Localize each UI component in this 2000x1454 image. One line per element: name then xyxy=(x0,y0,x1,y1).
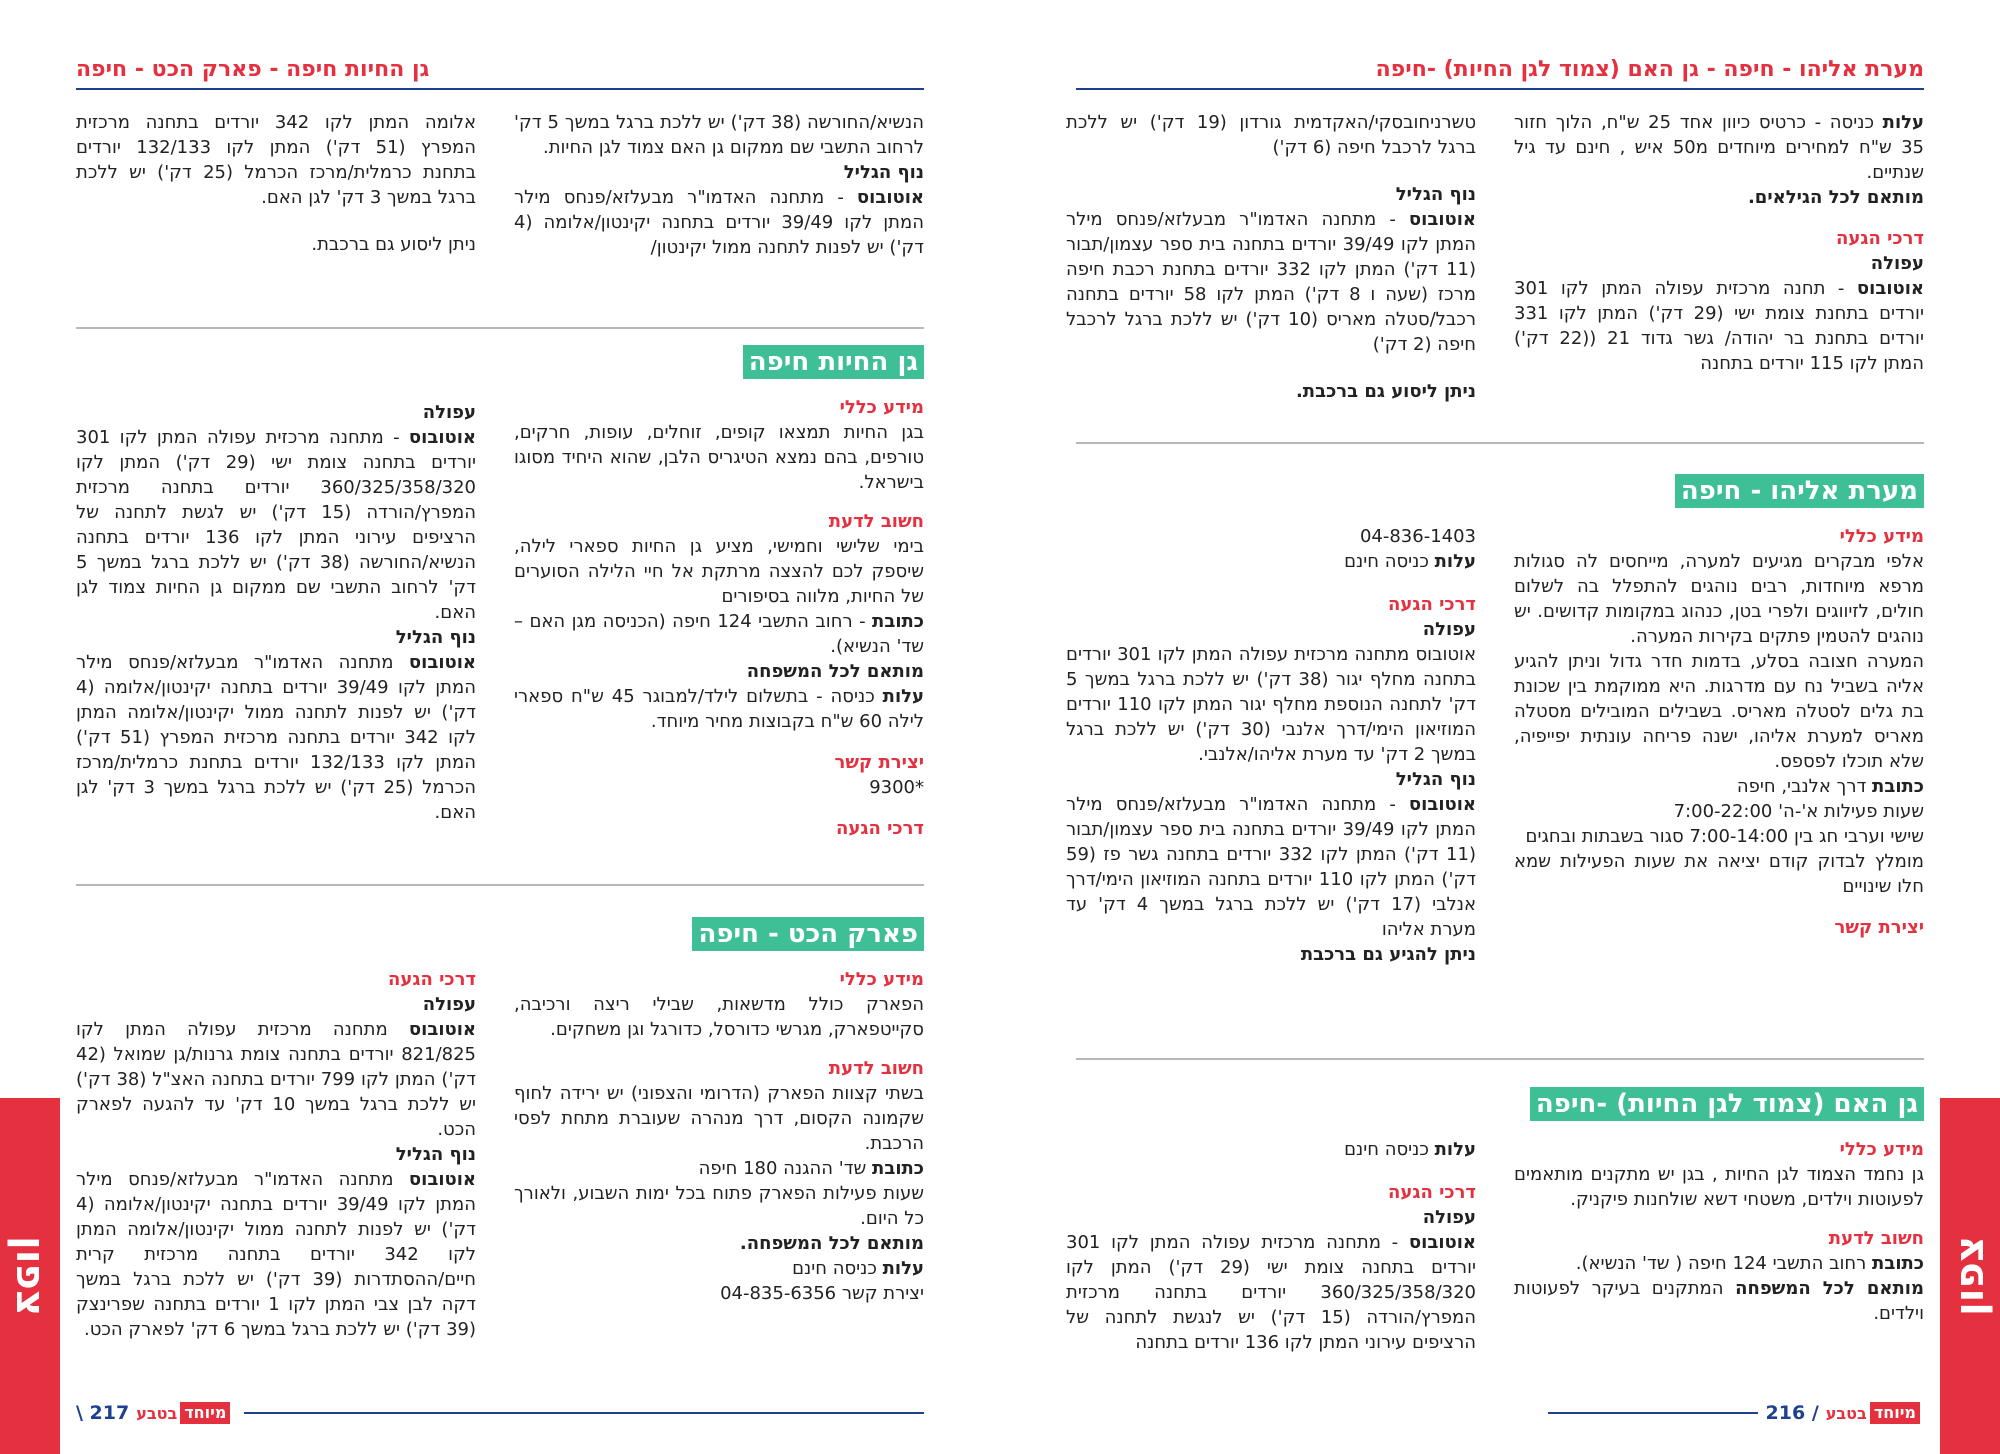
know-heading: חשוב לדעת xyxy=(828,511,924,532)
info-paragraph: הפארק כולל מדשאות, שבילי ריצה ורכיבה, סקייטפארק, מגרשי כדורסל, כדורגל וגן משחקים. xyxy=(514,994,924,1040)
address-line: כתובת שד' ההגנה 180 חיפה xyxy=(698,1158,924,1179)
logo-part-b: בטבע xyxy=(136,1403,178,1423)
contact-heading: יצירת קשר xyxy=(1834,917,1924,938)
know-paragraph: בימי שלישי וחמישי, מציע גן החיות ספארי לילה, שיספק לכם להצצה מרתקת אל חיי הלילה הסוערים של החיות, מלווה בסיפורים xyxy=(514,536,924,607)
publication-logo xyxy=(133,1401,230,1425)
directions-heading: דרכי הגעה xyxy=(1836,228,1924,249)
directions-sub-afula: עפולה xyxy=(1422,1207,1476,1228)
eliyahu-col-right xyxy=(1514,524,1924,940)
hours-line: שישי וערבי חג בין 7:00-14:00 סגור בשבתות ובחגים xyxy=(1525,826,1924,847)
directions-bus-galil: אוטובוס - מתחנה האדמו"ר מבעלזא/פנחס מילר המתן לקו 39/49 יורדים בתחנה בית ספר עצמון/תבור (11 דק') המתן לקו 332 יורדים בתחנת רכבת חיפה מרכז (שעה ו 8 דק') המתן לקו 58 יורדים בתחנה רכבל/סטלה מאריס (10 דק') יש ללכת ברגל לרכבל חיפה (2 דק') xyxy=(1066,209,1477,355)
side-tab-right: צפון xyxy=(1940,1098,2000,1454)
right-page xyxy=(1000,0,2000,1454)
directions-sub-galil: נוף הגליל xyxy=(1395,184,1476,205)
directions-continued: אלומה המתן לקו 342 יורדים בתחנה מרכזית המפרץ (51 דק') המתן לקו 132/133 יורדים בתחנת כרמלית/מרכז הכרמל (25 דק') יש ללכת ברגל במשך 3 דק' לגן האם. xyxy=(76,112,477,208)
directions-afula: אוטובוס מתחנה מרכזית עפולה המתן לקו 821/825 יורדים בתחנה צומת גרנות/גן שמואל (42 דק') המתן לקו 799 יורדים בתחנה האצ"ל (38 דק') יש ללכת ברגל במשך 10 דק' עד להגעה לפארק הכט. xyxy=(76,1019,476,1140)
info-paragraph: גן נחמד הצמוד לגן החיות , בגן יש מתקנים מותאמים לפעוטות וילדים, משטחי דשא שולחנות פיקניק. xyxy=(1514,1164,1924,1210)
address-line: כתובת - רחוב התשבי 124 חיפה (הכניסה מגן האם – שד' הנשיא). xyxy=(514,611,924,657)
directions-continued: הנשיא/החורשה (38 דק') יש ללכת ברגל במשך 5 דק' לרחוב התשבי שם ממקום גן האם צמוד לגן החיות. xyxy=(514,112,924,158)
running-head-left: גן החיות חיפה - פארק הכט - חיפה xyxy=(76,56,430,82)
address-line: כתובת דרך אלנבי, חיפה xyxy=(1736,776,1924,797)
logo-part-a: מיוחד xyxy=(1870,1402,1920,1424)
phone: 04-836-1403 xyxy=(1359,526,1476,547)
contact-heading: יצירת קשר xyxy=(834,752,924,773)
folio-rule xyxy=(244,1412,924,1414)
left-top-col-right xyxy=(514,110,924,260)
train-note: ניתן להגיע גם ברכבת xyxy=(1300,944,1476,965)
zoo-col-left xyxy=(76,400,476,825)
cost-line: עלות כניסה חינם xyxy=(1344,551,1476,572)
section-banner-eliyahu: מערת אליהו - חיפה xyxy=(1675,474,1924,508)
fit-line: מותאם לכל המשפחה המתקנים בעיקר לפעוטות וילדים. xyxy=(1514,1278,1925,1324)
eliyahu-col-left xyxy=(1066,524,1476,967)
right-top-col-right xyxy=(1514,110,1924,376)
cost-line: עלות כניסה חינם xyxy=(792,1258,924,1279)
directions-galil: אוטובוס - מתחנה האדמו"ר מבעלזא/פנחס מילר המתן לקו 39/49 יורדים בתחנה בית ספר עצמון/תבור (11 דק') המתן לקו 332 יורדים בתחנה גשר פז (59 דק') המתן לקו 110 יורדים בתחנה המוזיאון הימי/דרך אנלבי (17 דק') יש ללכת ברגל במשך 4 דק' עד מערת אליהו xyxy=(1066,794,1476,940)
zoo-col-right xyxy=(514,395,924,841)
directions-sub-galil: נוף הגליל xyxy=(843,162,924,183)
train-note: ניתן ליסוע גם ברכבת. xyxy=(1295,381,1476,402)
directions-bus: אוטובוס - תחנה מרכזית עפולה המתן לקו 301 יורדים בתחנת צומת ישי (29 דק') המתן לקו 331 יורדים בתחנת בר יהודה/ גשר גדוד 21 ((22 דק') המתן לקו 115 יורדים בתחנה xyxy=(1514,278,1924,374)
train-note: ניתן ליסוע גם ברכבת. xyxy=(311,234,476,255)
divider xyxy=(76,327,924,329)
directions-galil: אוטובוס מתחנה האדמו"ר מבעלזא/פנחס מילר המתן לקו 39/49 יורדים בתחנה יקינטון/אלומה (4 דק') יש לפנות לתחנה ממול יקינטון/אלומה המתן לקו 342 יורדים בתחנה מרכזית קרית חיים/ההסתדרות (39 דק') יש ללכת ברגל במשך דקה לבן צבי המתן לקו 1 יורדים בתחנה שפרינצק (39 דק') יש ללכת ברגל במשך 6 דק' לפארק הכט. xyxy=(76,1169,477,1340)
directions-afula: אוטובוס מתחנה מרכזית עפולה המתן לקו 301 יורדים בתחנה מחלף יגור (38 דק') יש ללכת ברגל במשך 5 דק' לתחנה הנוספת מחלף יגור המתן לקו 110 יורדים המוזיאון הימי/דרך אלנבי (30 דק') יש ללכת ברגל במשך 2 דק' עד מערת אליהו/אלנבי. xyxy=(1066,644,1477,765)
folio-left xyxy=(76,1398,234,1428)
directions-heading: דרכי הגעה xyxy=(836,818,924,839)
address-line: כתובת רחוב התשבי 124 חיפה ( שד' הנשיא). xyxy=(1575,1253,1924,1274)
directions-afula: אוטובוס - מתחנה מרכזית עפולה המתן לקו 301 יורדים בתחנה צומת ישי (29 דק') המתן לקו 360/325/358/320 יורדים בתחנה מרכזית המפרץ/הורדה (15 דק') יש לגשת לתחנה של הרציפים עירוני המתן לקו 136 יורדים בתחנה הנשיא/החורשה (38 דק') יש ללכת ברגל במשך 5 דק' לרחוב התשבי שם ממקום גן החיות צמוד לגן האם. xyxy=(76,427,477,623)
info-heading: מידע כללי xyxy=(1839,1139,1924,1160)
page-number: 216 / xyxy=(1765,1402,1819,1424)
directions-afula: אוטובוס - מתחנה מרכזית עפולה המתן לקו 301 יורדים בתחנה צומת ישי (29 דק') המתן לקו 360/325/358/320 יורדים בתחנה מרכזית המפרץ/הורדה (15 דק') יש לנגשת לתחנה של הרציפים עירוני המתן לקו 136 יורדים בתחנה xyxy=(1066,1232,1476,1353)
directions-bus-galil: אוטובוס - מתחנה האדמו"ר מבעלזא/פנחס מילר המתן לקו 39/49 יורדים בתחנה יקינטון/אלומה (4 דק') יש לפנות לתחנה ממול יקינטון/ xyxy=(514,187,924,258)
know-heading: חשוב לדעת xyxy=(1828,1228,1924,1249)
info-heading: מידע כללי xyxy=(839,397,924,418)
hours-line: מומלץ לבדוק קודם יציאה את שעות הפעילות שמא חלו שינויים xyxy=(1514,851,1924,897)
info-paragraph: המערה חצובה בסלע, בדמות חדר גדול וניתן להגיע אליה בשביל נח עם מדרגות. היא ממוקמת בין שכונת בת גלים לסטלה מאריס. בשבילים המובילים מסטלה מאריס למערת אליהו, ישנה פריחה עונתית יפייפיה, שלא תוכלו לפספס. xyxy=(1514,651,1924,772)
info-heading: מידע כללי xyxy=(1839,526,1924,547)
page-number: \ 217 xyxy=(76,1402,130,1424)
running-rule-left xyxy=(76,88,924,90)
know-heading: חשוב לדעת xyxy=(828,1058,924,1079)
section-banner-hecht: פארק הכט - חיפה xyxy=(692,917,924,951)
logo-part-a: מיוחד xyxy=(180,1402,230,1424)
info-heading: מידע כללי xyxy=(839,969,924,990)
folio-right xyxy=(1766,1398,1924,1428)
directions-sub-afula: עפולה xyxy=(422,402,476,423)
fit-line: מותאם לכל המשפחה xyxy=(746,661,924,682)
folio-rule xyxy=(1548,1412,1758,1414)
directions-heading: דרכי הגעה xyxy=(1388,1182,1476,1203)
hecht-col-right xyxy=(514,967,924,1306)
running-head-right: מערת אליהו - חיפה - גן האם (צמוד לגן החיות) -חיפה xyxy=(1375,56,1924,82)
directions-sub-galil: נוף הגליל xyxy=(395,627,476,648)
haem-col-left xyxy=(1066,1137,1476,1355)
directions-continued: טשרניחובסקי/האקדמית גורדון (19 דק') יש ללכת ברגל לרכבל חיפה (6 דק') xyxy=(1066,112,1476,158)
divider xyxy=(76,884,924,886)
directions-galil: אוטובוס מתחנה האדמו"ר מבעלזא/פנחס מילר המתן לקו 39/49 יורדים בתחנה יקינטון/אלומה (4 דק') יש לפנות לתחנה ממול יקינטון/אלומה המתן לקו 342 יורדים בתחנה מרכזית המפרץ (51 דק') המתן לקו 132/133 יורדים בתחנת כרמלית/מרכז הכרמל (25 דק') יש ללכת ברגל במשך 3 דק' לגן האם. xyxy=(76,652,477,823)
info-paragraph: אלפי מבקרים מגיעים למערה, מייחסים לה סגולות מרפא מיוחדות, רבים נוהגים להתפלל בה לשלום חולים, לזיווגים ולפרי בטן, כנהוג במקומות קדושים. יש נוהגים להטמין פתקים בקירות המערה. xyxy=(1514,551,1924,647)
right-top-col-left xyxy=(1066,110,1476,404)
divider xyxy=(1076,442,1924,444)
section-banner-haem: גן האם (צמוד לגן החיות) -חיפה xyxy=(1530,1087,1924,1121)
section-banner-zoo: גן החיות חיפה xyxy=(743,345,924,379)
contact-line: יצירת קשר 04-835-6356 xyxy=(720,1283,924,1304)
directions-heading: דרכי הגעה xyxy=(388,969,476,990)
hours-line: שעות פעילות הפארק פתוח בכל ימות השבוע, ולאורך כל היום. xyxy=(514,1183,924,1229)
phone: *9300 xyxy=(869,777,924,798)
hecht-col-left xyxy=(76,967,476,1342)
publication-logo xyxy=(1823,1401,1920,1425)
directions-sub-afula: עפולה xyxy=(1870,253,1924,274)
directions-sub-galil: נוף הגליל xyxy=(1395,769,1476,790)
fit-line: מותאם לכל המשפחה. xyxy=(739,1233,924,1254)
hours-line: שעות פעילות א'-ה' 7:00-22:00 xyxy=(1673,801,1924,822)
know-paragraph: בשתי קצוות הפארק (הדרומי והצפוני) יש ירידה לחוף שקמונה הקסום, דרך מנהרה שעוברת מתחת לפסי הרכבת. xyxy=(514,1083,924,1154)
haem-col-right xyxy=(1514,1137,1924,1326)
cost-line: עלות כניסה חינם xyxy=(1344,1139,1476,1160)
logo-part-b: בטבע xyxy=(1825,1403,1867,1423)
fit-line: מותאם לכל הגילאים. xyxy=(1747,187,1924,208)
divider xyxy=(1076,1058,1924,1060)
info-paragraph: בגן החיות תמצאו קופים, זוחלים, עופות, חרקים, טורפים, בהם נמצא הטיגריס הלבן, שהוא היחיד מסוגו בישראל. xyxy=(514,422,924,493)
left-top-col-left xyxy=(76,110,476,257)
cost-line: עלות כניסה - בתשלום לילד/למבוגר 45 ש"ח ספארי לילה 60 ש"ח בקבוצות מחיר מיוחד. xyxy=(514,686,925,732)
directions-sub-afula: עפולה xyxy=(1422,619,1476,640)
side-tab-left: צפון xyxy=(0,1098,60,1454)
cost-line: עלות כניסה - כרטיס כיוון אחד 25 ש"ח, הלוך חזור 35 ש"ח למחירים מיוחדים מ50 איש , חינם עד גיל שנתיים. xyxy=(1514,112,1925,183)
directions-sub-afula: עפולה xyxy=(422,994,476,1015)
running-rule-right xyxy=(1076,88,1924,90)
directions-sub-galil: נוף הגליל xyxy=(395,1144,476,1165)
directions-heading: דרכי הגעה xyxy=(1388,594,1476,615)
